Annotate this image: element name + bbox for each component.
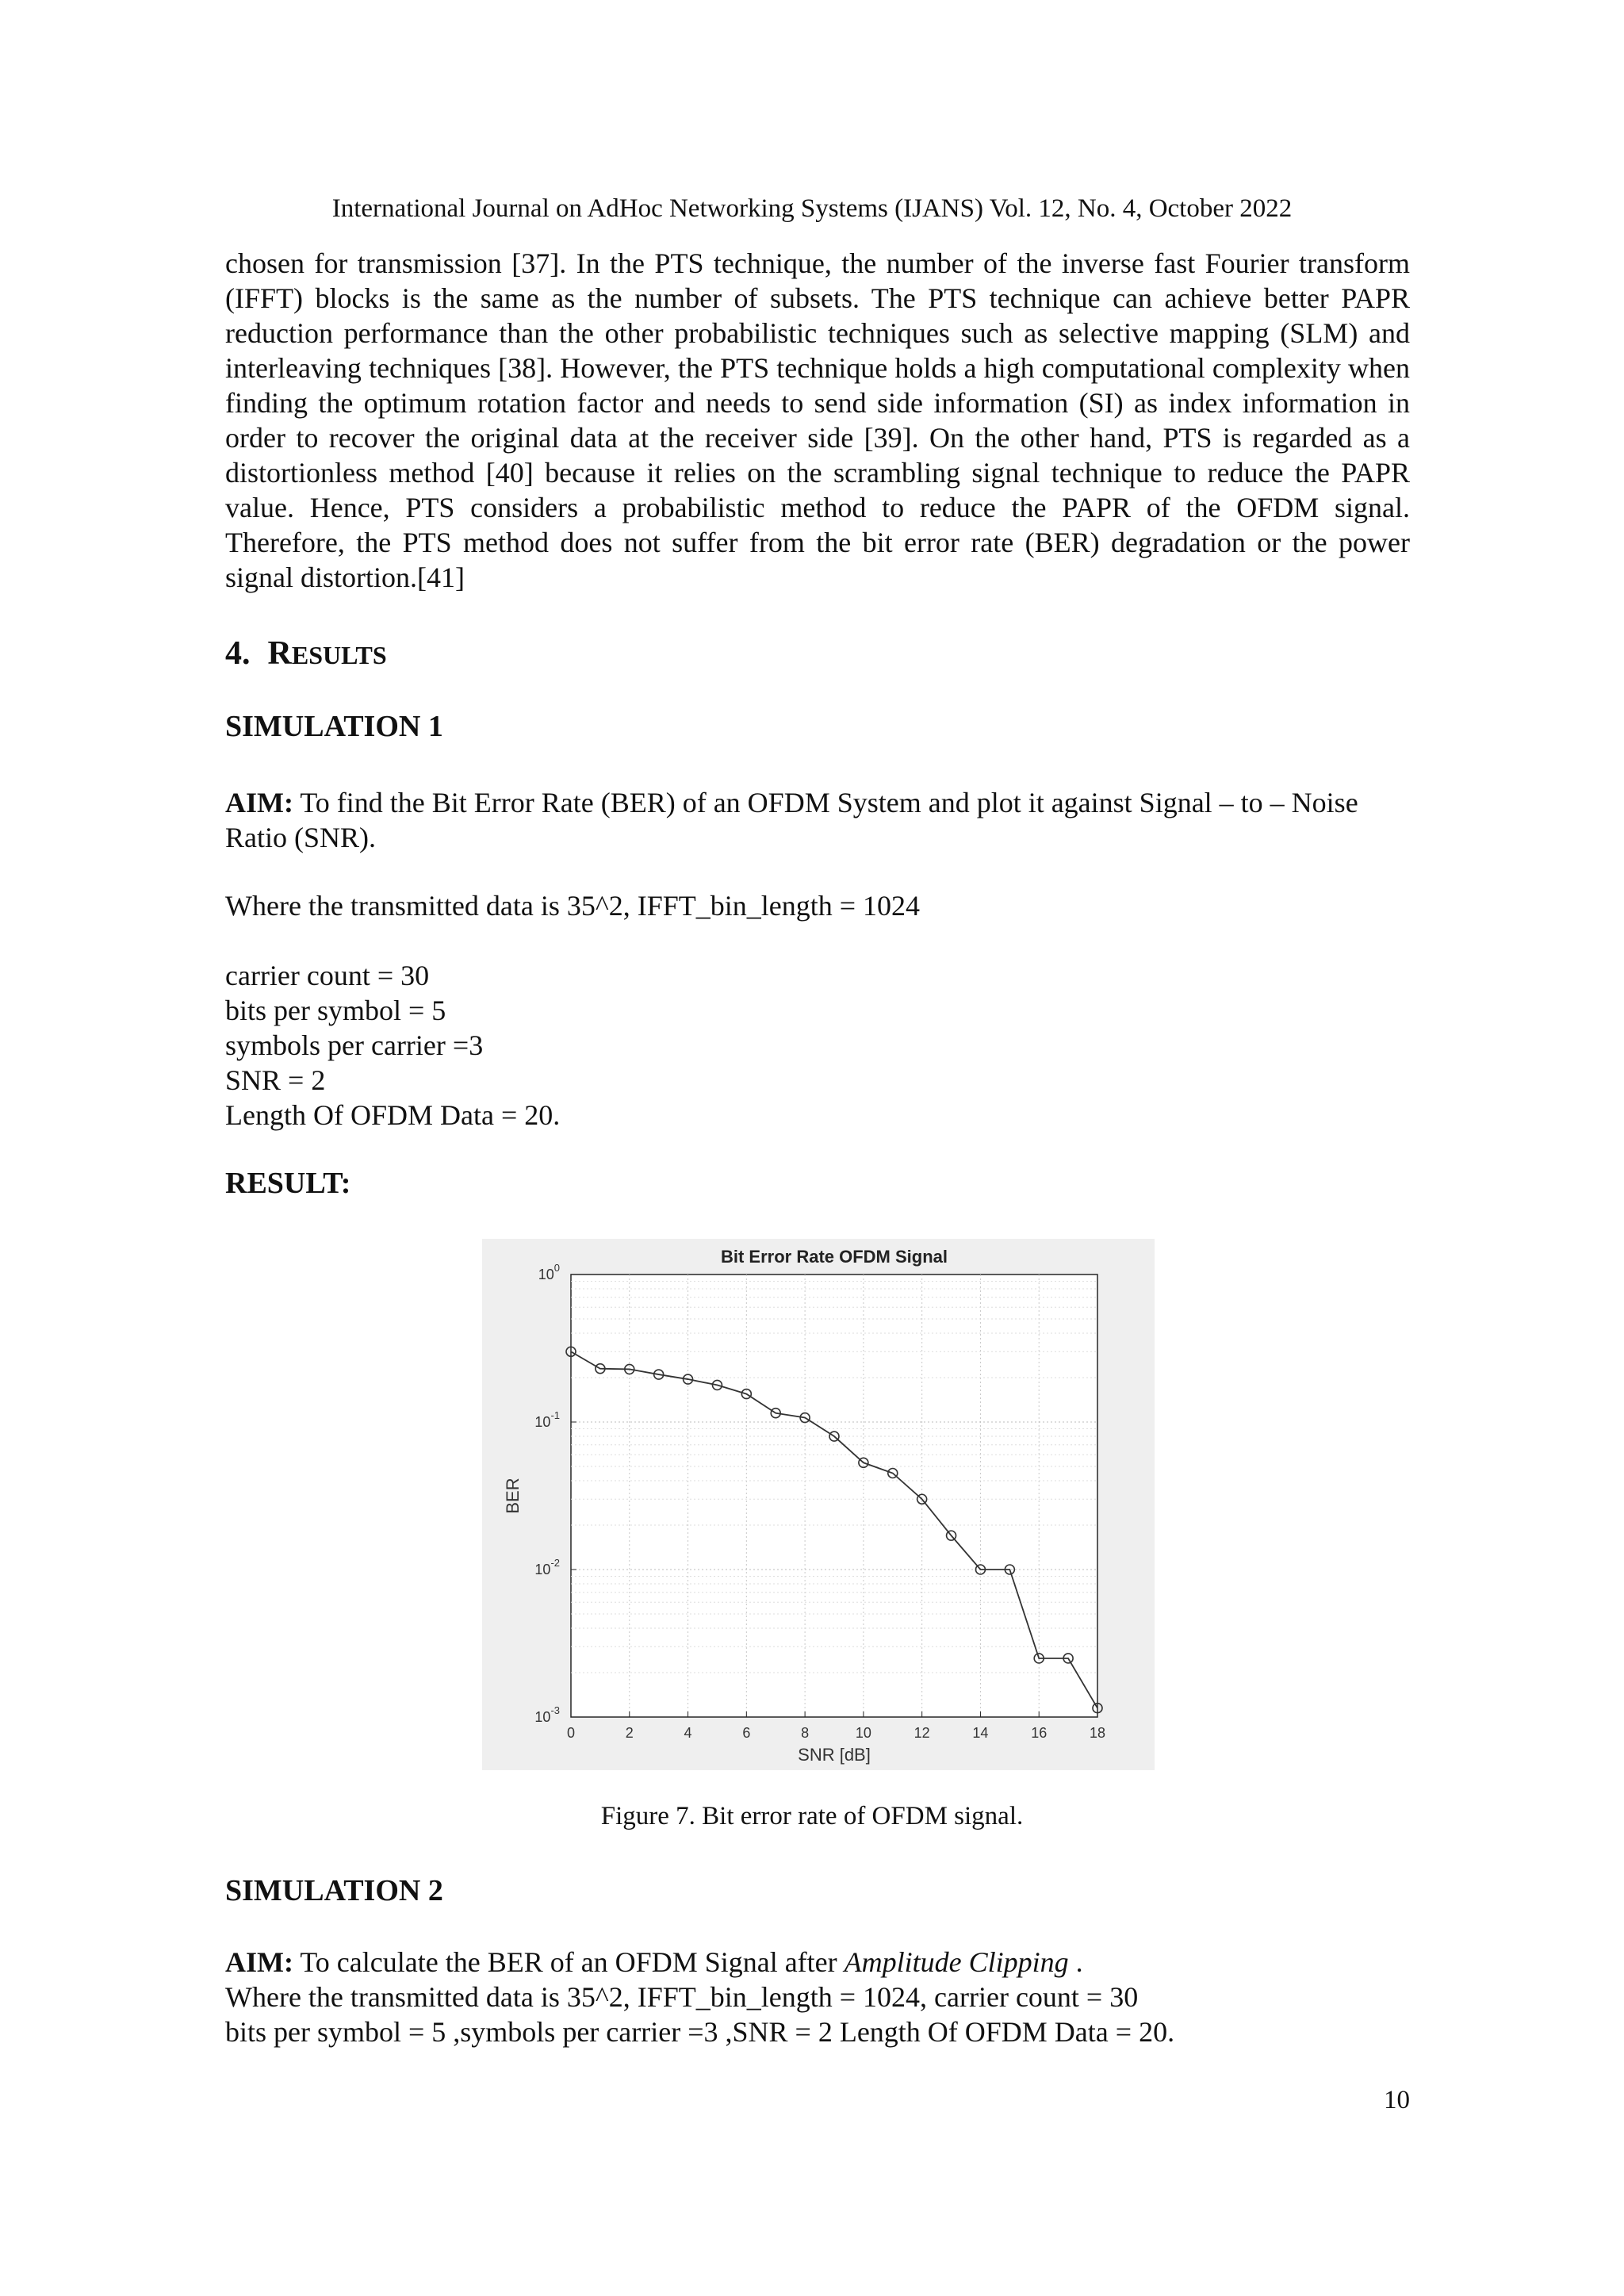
param-ofdm-length: Length Of OFDM Data = 20. bbox=[225, 1099, 561, 1131]
section-title-rest: ESULTS bbox=[291, 641, 387, 669]
chart-title: Bit Error Rate OFDM Signal bbox=[720, 1247, 948, 1267]
section-heading bbox=[225, 634, 387, 673]
simulation-2-aim bbox=[225, 1945, 1410, 1980]
y-tick-label: $10^0$ bbox=[538, 1262, 560, 1282]
x-tick-label: 16 bbox=[1031, 1725, 1048, 1741]
simulation-2-line3: bits per symbol = 5 ,symbols per carrier =3 ,SNR = 2 Length Of OFDM Data = 20. bbox=[225, 2016, 1175, 2048]
simulation-1-where: Where the transmitted data is 35^2, IFFT_bin_length = 1024 bbox=[225, 890, 921, 922]
x-tick-label: 14 bbox=[972, 1725, 989, 1741]
x-tick-label: 10 bbox=[855, 1725, 871, 1741]
x-tick-label: 0 bbox=[566, 1725, 576, 1741]
param-snr: SNR = 2 bbox=[225, 1064, 326, 1096]
x-tick-label: 4 bbox=[684, 1725, 692, 1741]
y-axis-label: BER bbox=[503, 1478, 523, 1514]
x-tick-label: 12 bbox=[914, 1725, 930, 1741]
x-tick-label: 6 bbox=[742, 1725, 751, 1741]
ber-figure bbox=[482, 1239, 1155, 1770]
simulation-2-line2: Where the transmitted data is 35^2, IFFT_bin_length = 1024, carrier count = 30 bbox=[225, 1981, 1139, 2013]
simulation-1-aim bbox=[225, 785, 1410, 855]
param-carrier-count: carrier count = 30 bbox=[225, 960, 430, 991]
y-tick-label: $10^{-3}$ bbox=[534, 1704, 560, 1725]
x-tick-label: 18 bbox=[1089, 1725, 1106, 1741]
plot-area bbox=[571, 1274, 1097, 1717]
aim-label: AIM: bbox=[225, 787, 293, 818]
aim-text-italic: Amplitude Clipping bbox=[844, 1946, 1069, 1978]
x-tick-label: 8 bbox=[801, 1725, 810, 1741]
ber-chart bbox=[482, 1239, 1155, 1770]
figure-caption: Figure 7. Bit error rate of OFDM signal. bbox=[600, 1802, 1024, 1830]
y-tick-label: $10^{-2}$ bbox=[534, 1557, 560, 1577]
simulation-2-title: SIMULATION 2 bbox=[225, 1874, 443, 1907]
parameter-list bbox=[225, 958, 560, 1133]
result-label: RESULT: bbox=[225, 1167, 351, 1200]
aim-text-post: . bbox=[1068, 1946, 1083, 1978]
section-number: 4. bbox=[225, 635, 251, 672]
aim-label: AIM: bbox=[225, 1946, 293, 1978]
journal-header: International Journal on AdHoc Networking Systems (IJANS) Vol. 12, No. 4, October 2022 bbox=[331, 194, 1293, 223]
aim-text-pre: To calculate the BER of an OFDM Signal after bbox=[293, 1946, 845, 1978]
page-number: 10 bbox=[1384, 2086, 1410, 2114]
x-axis-label: SNR [dB] bbox=[798, 1745, 871, 1765]
param-symbols-per-carrier: symbols per carrier =3 bbox=[225, 1029, 484, 1061]
x-tick-label: 2 bbox=[625, 1725, 634, 1741]
intro-paragraph: chosen for transmission [37]. In the PTS technique, the number of the inverse fast Fourier transform (IFFT) blocks is the same as the number of subsets. The PTS technique can achieve better PAPR reduction performance than the other probabilistic techniques such as selective mapping (SLM) and interleaving techniques [38]. However, the PTS technique holds a high computational complexity when finding the optimum rotation factor and needs to send side information (SI) as index information in order to recover the original data at the receiver side [39]. On the other hand, PTS is regarded as a distortionless method [40] because it relies on the scrambling signal technique to reduce the PAPR value. Hence, PTS considers a probabilistic method to reduce the PAPR of the OFDM signal. Therefore, the PTS method does not suffer from the bit error rate (BER) degradation or the power signal distortion.[41] bbox=[225, 247, 1410, 593]
simulation-1-title: SIMULATION 1 bbox=[225, 710, 443, 743]
aim-text: To find the Bit Error Rate (BER) of an OFDM System and plot it against Signal – to – Noise Ratio (SNR). bbox=[225, 787, 1358, 853]
section-title-first-letter: R bbox=[267, 635, 292, 672]
param-bits-per-symbol: bits per symbol = 5 bbox=[225, 995, 446, 1026]
y-tick-label: $10^{-1}$ bbox=[534, 1409, 560, 1430]
